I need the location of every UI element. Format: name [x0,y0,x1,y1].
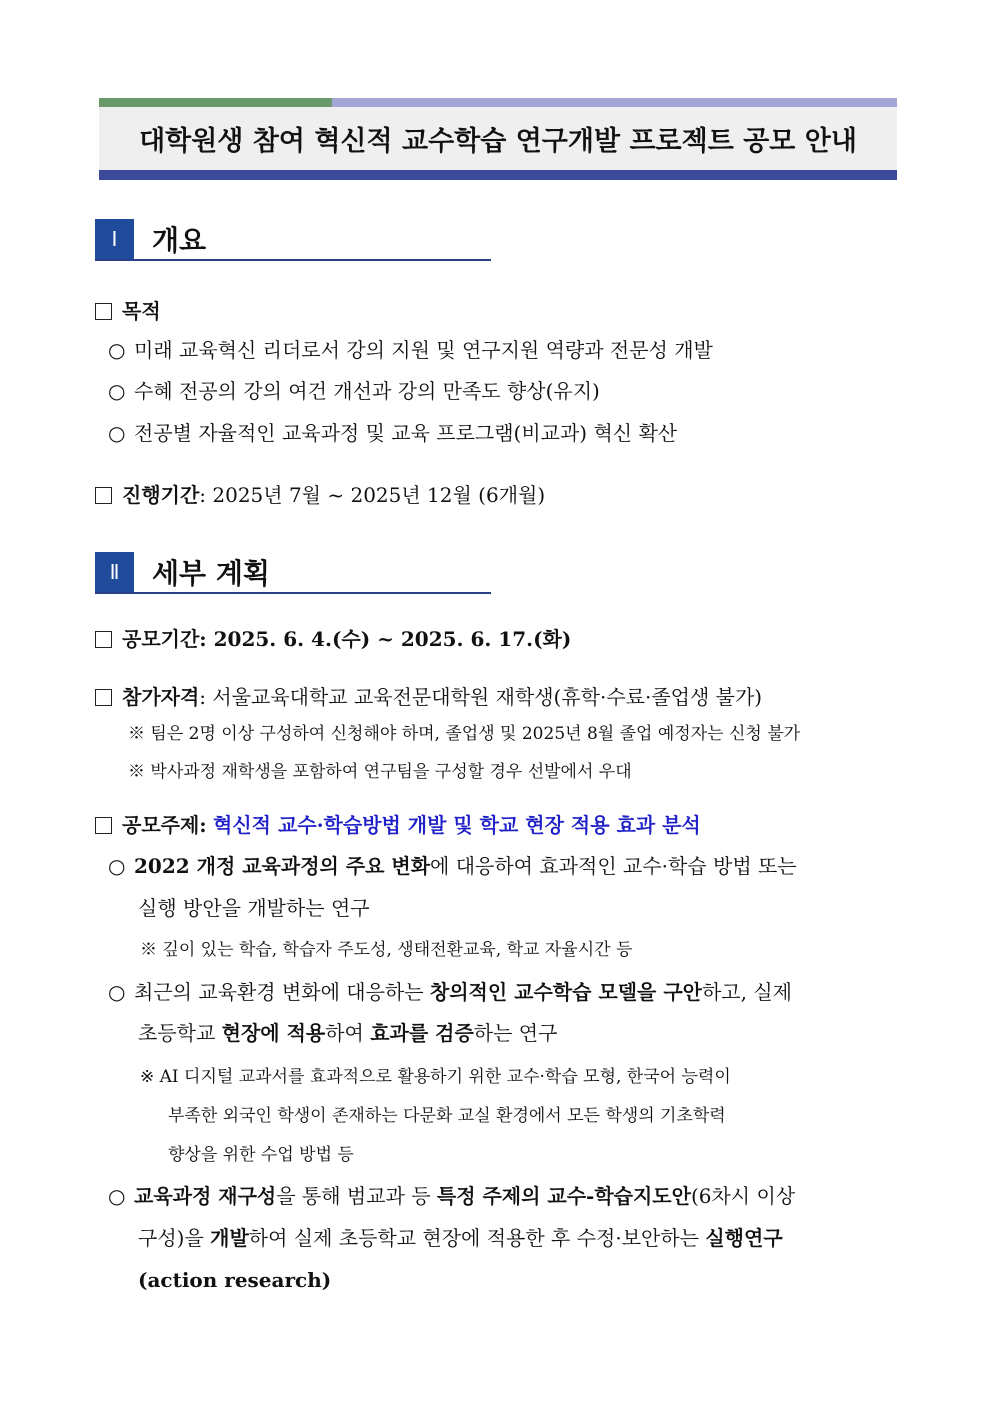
section-heading-overview [95,219,491,261]
section-number: Ⅰ [95,219,134,259]
section-title: 개요 [152,224,207,257]
apply-period-line: 공모기간: 2025. 6. 4.(수) ~ 2025. 6. 17.(화) [95,626,571,652]
eligibility-line: 참가자격: 서울교육대학교 교육전문대학원 재학생(휴학·수료·졸업생 불가) [95,684,762,710]
title-bottom-bar [99,170,897,180]
list-item: ○ 교육과정 재구성을 통해 범교과 등 특정 주제의 교수-학습지도안(6차시 이상 [108,1184,796,1208]
list-item-continued: 초등학교 현장에 적용하여 효과를 검증하는 연구 [138,1021,558,1045]
checkbox-square-icon [95,817,112,834]
section-number: Ⅱ [95,552,134,592]
topic-line: 공모주제: 혁신적 교수·학습방법 개발 및 학교 현장 적용 효과 분석 [95,812,701,838]
checkbox-square-icon [95,303,112,320]
note: ※ 팀은 2명 이상 구성하여 신청해야 하며, 졸업생 및 2025년 8월 졸업 예정자는 신청 불가 [128,724,801,744]
note: ※ AI 디지털 교과서를 효과적으로 활용하기 위한 교수·학습 모형, 한국어 능력이 [140,1067,731,1087]
period-line: 진행기간: 2025년 7월 ~ 2025년 12월 (6개월) [95,482,545,508]
section-heading-plan [95,552,491,594]
purpose-heading: 목적 [95,298,161,324]
note: ※ 박사과정 재학생을 포함하여 연구팀을 구성할 경우 선발에서 우대 [128,762,632,782]
list-item: ○ 미래 교육혁신 리더로서 강의 지원 및 연구지원 역량과 전문성 개발 [108,338,713,362]
note-continued: 향상을 위한 수업 방법 등 [168,1145,354,1165]
list-item-continued: (action research) [138,1268,332,1292]
section-title: 세부 계획 [152,557,270,590]
note: ※ 깊이 있는 학습, 학습자 주도성, 생태전환교육, 학교 자율시간 등 [140,940,633,960]
title-banner [99,98,897,180]
list-item: ○ 전공별 자율적인 교육과정 및 교육 프로그램(비교과) 혁신 확산 [108,421,678,445]
list-item: ○ 2022 개정 교육과정의 주요 변화에 대응하여 효과적인 교수·학습 방법 또는 [108,854,797,878]
checkbox-square-icon [95,631,112,648]
title-top-bar [99,98,897,107]
list-item: ○ 최근의 교육환경 변화에 대응하는 창의적인 교수학습 모델을 구안하고, 실제 [108,980,792,1004]
list-item-continued: 구성)을 개발하여 실제 초등학교 현장에 적용한 후 수정·보안하는 실행연구 [138,1226,783,1250]
note-continued: 부족한 외국인 학생이 존재하는 다문화 교실 환경에서 모든 학생의 기초학력 [168,1106,726,1126]
checkbox-square-icon [95,487,112,504]
list-item-continued: 실행 방안을 개발하는 연구 [138,896,370,920]
list-item: ○ 수혜 전공의 강의 여건 개선과 강의 만족도 향상(유지) [108,379,600,403]
page-title: 대학원생 참여 혁신적 교수학습 연구개발 프로젝트 공모 안내 [99,107,897,170]
checkbox-square-icon [95,689,112,706]
